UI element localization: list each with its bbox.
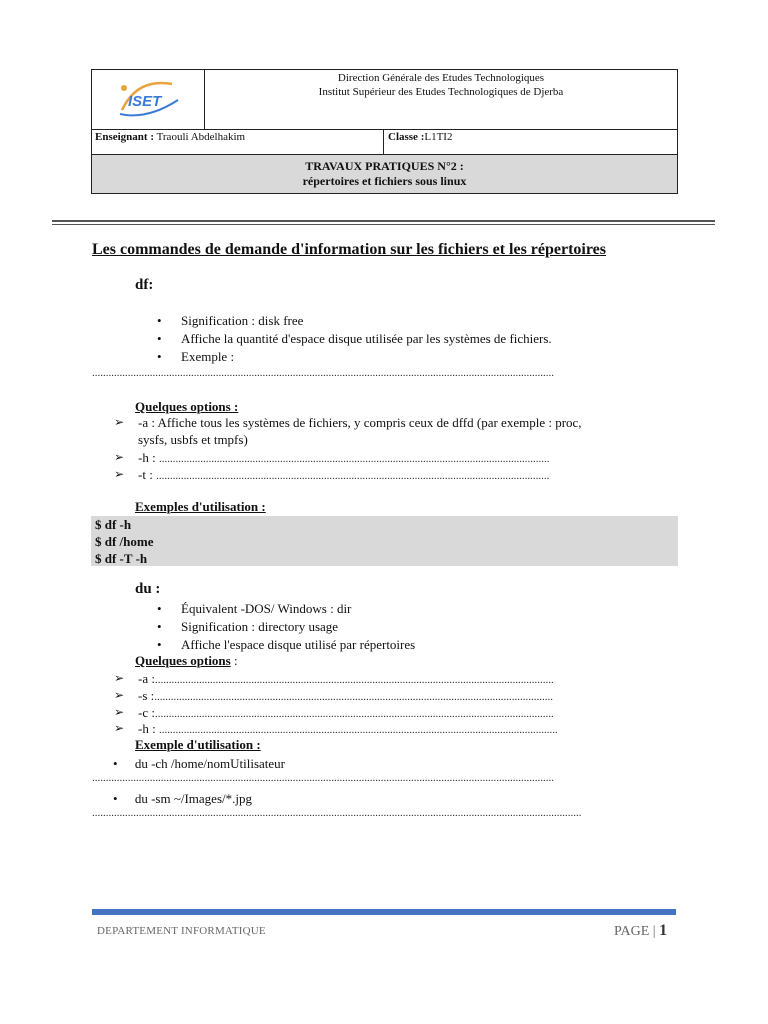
- code-line-3: $ df -T -h: [95, 551, 148, 566]
- du-example-1: [113, 755, 285, 772]
- df-bullet-2: • Affiche la quantité d'espace disque utilisée par les systèmes de fichiers.: [157, 330, 552, 348]
- du-example-heading: Exemple d'utilisation :: [135, 737, 261, 752]
- df-code-block: [91, 516, 678, 566]
- df-bullet-3: • Exemple :: [157, 348, 552, 366]
- du-options-heading-wrap: [135, 653, 238, 669]
- du-example-2-fill-line: ..................................................................................................................................................................................: [92, 807, 582, 819]
- du-example-1-fill-line: ........................................................................................................................................................................: [92, 772, 554, 784]
- header-row-tp-title: [92, 155, 677, 193]
- df-option-t-label: -t :: [138, 467, 157, 482]
- arrow-bullet-icon: ➢: [114, 450, 125, 464]
- code-line-2: $ df /home: [95, 534, 154, 549]
- tp-title: TRAVAUX PRATIQUES N°2 :: [305, 159, 464, 173]
- du-heading: du :: [135, 581, 161, 597]
- du-option-c-label: -c :: [138, 705, 155, 720]
- page-number: 1: [659, 922, 668, 939]
- du-option-a-label: -a :: [138, 671, 155, 686]
- arrow-bullet-icon: ➢: [114, 688, 125, 702]
- df-bullet-1: • Signification : disk free: [157, 312, 552, 330]
- du-option-a-fill: .................................................................................................................................................: [154, 674, 554, 686]
- iset-logo: [92, 70, 205, 129]
- df-option-a-line-1: -a : Affiche tous les systèmes de fichiers, y compris ceux de dffd (par exemple : proc,: [138, 415, 582, 430]
- header-row-teacher: [92, 130, 677, 155]
- df-example-fill-line: ........................................................................................................................................................................: [92, 367, 554, 379]
- du-option-c-fill: .................................................................................................................................................: [154, 708, 554, 720]
- df-option-t-fill: ...............................................................................................................................................: [156, 470, 550, 482]
- footer-department: DEPARTEMENT INFORMATIQUE: [97, 925, 266, 937]
- arrow-bullet-icon: ➢: [114, 671, 125, 685]
- teacher-label: Enseignant :: [95, 131, 154, 143]
- institution-line-1: Direction Générale des Etudes Technologiques: [337, 72, 545, 84]
- arrow-bullet-icon: ➢: [114, 467, 125, 481]
- df-bullet-list: [157, 312, 552, 366]
- divider-thin: [52, 224, 715, 225]
- df-options-heading: Quelques options :: [135, 399, 239, 414]
- df-option-a: [114, 414, 694, 448]
- du-options-colon: :: [230, 653, 238, 668]
- tp-subtitle: répertoires et fichiers sous linux: [302, 174, 467, 188]
- class-label: Classe :: [388, 131, 425, 143]
- teacher-cell: [92, 130, 384, 154]
- page-label: PAGE |: [614, 924, 656, 939]
- arrow-bullet-icon: ➢: [114, 705, 125, 719]
- du-bullet-list: [157, 600, 415, 654]
- du-example-2-text: du -sm ~/Images/*.jpg: [134, 791, 252, 806]
- du-option-s-label: -s :: [138, 688, 155, 703]
- main-title: Les commandes de demande d'information sur les fichiers et les répertoires: [92, 241, 607, 258]
- du-option-s-fill: .................................................................................................................................................: [154, 691, 553, 703]
- arrow-bullet-icon: ➢: [114, 721, 125, 735]
- du-option-h-label: -h :: [138, 721, 159, 736]
- header-row-institution: [92, 70, 677, 130]
- df-heading: df:: [135, 277, 154, 293]
- df-option-h-label: -h :: [138, 450, 159, 465]
- class-value: L1TI2: [424, 131, 453, 143]
- institution-line-2: Institut Supérieur des Etudes Technologiques de Djerba: [318, 86, 564, 98]
- header-table: [91, 69, 678, 194]
- code-line-1: $ df -h: [95, 517, 132, 532]
- arrow-bullet-icon: ➢: [114, 415, 125, 429]
- du-option-h-fill: .................................................................................................................................................: [158, 724, 558, 736]
- du-options-heading: Quelques options: [135, 653, 231, 668]
- du-bullet-1: • Équivalent -DOS/ Windows : dir: [157, 600, 415, 618]
- du-example-1-text: du -ch /home/nomUtilisateur: [134, 756, 286, 771]
- bullet-icon: •: [113, 756, 118, 771]
- df-examples-heading: Exemples d'utilisation :: [135, 499, 266, 514]
- du-bullet-3: • Affiche l'espace disque utilisé par répertoires: [157, 636, 415, 654]
- institution-name: [205, 70, 677, 99]
- svg-text:ISET: ISET: [128, 93, 162, 110]
- df-option-a-line-2: sysfs, usbfs et tmpfs): [138, 432, 248, 447]
- bullet-icon: •: [113, 791, 118, 806]
- df-option-h-fill: ..............................................................................................................................................: [158, 453, 550, 465]
- du-example-2: [113, 790, 252, 807]
- teacher-name: Traouli Abdelhakim: [156, 131, 246, 143]
- df-option-t: [114, 466, 676, 485]
- class-cell: [384, 130, 677, 143]
- footer-bar: [92, 909, 676, 915]
- divider-thick: [52, 220, 715, 222]
- du-bullet-2: • Signification : directory usage: [157, 618, 415, 636]
- footer-page: [614, 922, 667, 940]
- iset-logo-icon: [92, 70, 205, 129]
